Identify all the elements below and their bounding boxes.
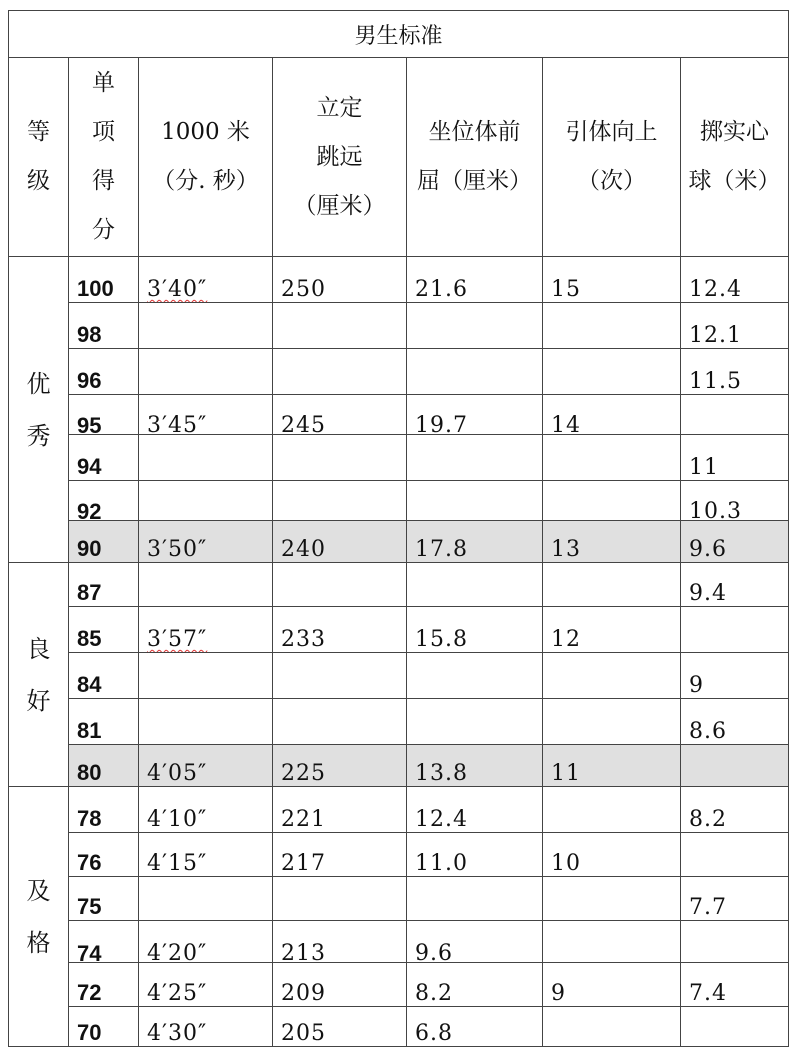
- table-row: [9, 745, 789, 787]
- sit-reach-cell: [407, 653, 543, 699]
- ball-cell: 7.4: [681, 963, 789, 1007]
- grade-cell: 良 好: [9, 563, 69, 787]
- run-cell: [139, 257, 273, 303]
- standards-table: [8, 10, 789, 1047]
- sit-reach-cell: 13.8: [407, 745, 543, 787]
- jump-cell: 240: [273, 521, 407, 563]
- table-title: 男生标准: [9, 11, 789, 58]
- score-cell: 70: [69, 1007, 139, 1047]
- score-cell: 95: [69, 395, 139, 435]
- score-cell: 96: [69, 349, 139, 395]
- header-run: 1000 米 （分. 秒）: [139, 58, 273, 257]
- pullup-cell: [543, 481, 681, 521]
- jump-cell: [273, 481, 407, 521]
- jump-cell: 209: [273, 963, 407, 1007]
- jump-cell: 221: [273, 787, 407, 833]
- header-grade: 等 级: [9, 58, 69, 257]
- sit-reach-cell: [407, 563, 543, 607]
- run-cell: [139, 303, 273, 349]
- pullup-cell: 13: [543, 521, 681, 563]
- table-row: [9, 257, 789, 303]
- sit-reach-cell: [407, 877, 543, 921]
- jump-cell: [273, 653, 407, 699]
- jump-cell: 213: [273, 921, 407, 963]
- jump-cell: 205: [273, 1007, 407, 1047]
- run-cell: 4′30″: [139, 1007, 273, 1047]
- run-cell: 3′50″: [139, 521, 273, 563]
- pullup-cell: 9: [543, 963, 681, 1007]
- table-row: [9, 1007, 789, 1047]
- pullup-cell: [543, 787, 681, 833]
- score-cell: 74: [69, 921, 139, 963]
- ball-cell: 7.7: [681, 877, 789, 921]
- jump-cell: [273, 699, 407, 745]
- table-row: [9, 607, 789, 653]
- pullup-cell: 12: [543, 607, 681, 653]
- grade-cell: 及 格: [9, 787, 69, 1047]
- score-cell: 85: [69, 607, 139, 653]
- jump-cell: [273, 349, 407, 395]
- sit-reach-cell: 8.2: [407, 963, 543, 1007]
- jump-cell: [273, 563, 407, 607]
- score-cell: 81: [69, 699, 139, 745]
- run-cell: 3′45″: [139, 395, 273, 435]
- ball-cell: 9: [681, 653, 789, 699]
- pullup-cell: [543, 435, 681, 481]
- run-cell: [139, 563, 273, 607]
- ball-cell: [681, 921, 789, 963]
- pullup-cell: [543, 653, 681, 699]
- score-cell: 75: [69, 877, 139, 921]
- table-row: [9, 303, 789, 349]
- sit-reach-cell: 19.7: [407, 395, 543, 435]
- ball-cell: 8.2: [681, 787, 789, 833]
- pullup-cell: [543, 563, 681, 607]
- header-pullup: 引体向上 （次）: [543, 58, 681, 257]
- jump-cell: [273, 877, 407, 921]
- table-row: [9, 833, 789, 877]
- sit-reach-cell: [407, 435, 543, 481]
- pullup-cell: 15: [543, 257, 681, 303]
- pullup-cell: [543, 303, 681, 349]
- score-cell: 78: [69, 787, 139, 833]
- ball-cell: 12.1: [681, 303, 789, 349]
- table-row: [9, 521, 789, 563]
- pullup-cell: [543, 877, 681, 921]
- sit-reach-cell: [407, 349, 543, 395]
- run-cell: [139, 699, 273, 745]
- score-cell: 72: [69, 963, 139, 1007]
- table-row: [9, 653, 789, 699]
- jump-cell: [273, 435, 407, 481]
- ball-cell: 10.3: [681, 481, 789, 521]
- jump-cell: [273, 303, 407, 349]
- score-cell: 87: [69, 563, 139, 607]
- score-cell: 84: [69, 653, 139, 699]
- pullup-cell: 10: [543, 833, 681, 877]
- sit-reach-cell: 6.8: [407, 1007, 543, 1047]
- header-score: 单 项 得 分: [69, 58, 139, 257]
- table-row: [9, 395, 789, 435]
- table-row: [9, 563, 789, 607]
- ball-cell: 9.4: [681, 563, 789, 607]
- score-cell: 92: [69, 481, 139, 521]
- sit-reach-cell: 11.0: [407, 833, 543, 877]
- ball-cell: 8.6: [681, 699, 789, 745]
- run-cell: 4′05″: [139, 745, 273, 787]
- ball-cell: 12.4: [681, 257, 789, 303]
- run-cell: 4′15″: [139, 833, 273, 877]
- sit-reach-cell: 17.8: [407, 521, 543, 563]
- ball-cell: 11.5: [681, 349, 789, 395]
- ball-cell: 9.6: [681, 521, 789, 563]
- run-cell: 4′25″: [139, 963, 273, 1007]
- pullup-cell: [543, 921, 681, 963]
- table-row: [9, 699, 789, 745]
- sit-reach-cell: 21.6: [407, 257, 543, 303]
- score-cell: 80: [69, 745, 139, 787]
- table-row: [9, 349, 789, 395]
- sit-reach-cell: [407, 303, 543, 349]
- spellcheck-underlined-text: 3′40″: [147, 277, 208, 302]
- run-cell: [139, 607, 273, 653]
- pullup-cell: [543, 699, 681, 745]
- run-cell: 4′20″: [139, 921, 273, 963]
- jump-cell: 225: [273, 745, 407, 787]
- table-body: [9, 257, 789, 1047]
- table-row: [9, 921, 789, 963]
- run-cell: [139, 877, 273, 921]
- score-cell: 76: [69, 833, 139, 877]
- run-cell: [139, 349, 273, 395]
- pullup-cell: [543, 1007, 681, 1047]
- table-row: [9, 435, 789, 481]
- table-row: [9, 877, 789, 921]
- ball-cell: [681, 607, 789, 653]
- header-jump: 立定 跳远 （厘米）: [273, 58, 407, 257]
- score-cell: 100: [69, 257, 139, 303]
- pullup-cell: 14: [543, 395, 681, 435]
- grade-cell: 优 秀: [9, 257, 69, 563]
- score-cell: 98: [69, 303, 139, 349]
- header-ball: 掷实心 球（米）: [681, 58, 789, 257]
- jump-cell: 217: [273, 833, 407, 877]
- ball-cell: [681, 395, 789, 435]
- sit-reach-cell: [407, 699, 543, 745]
- table-row: [9, 481, 789, 521]
- run-cell: 4′10″: [139, 787, 273, 833]
- run-cell: [139, 435, 273, 481]
- ball-cell: [681, 833, 789, 877]
- run-cell: [139, 653, 273, 699]
- spellcheck-underlined-text: 3′57″: [147, 627, 208, 652]
- ball-cell: [681, 745, 789, 787]
- score-cell: 94: [69, 435, 139, 481]
- jump-cell: 250: [273, 257, 407, 303]
- pullup-cell: 11: [543, 745, 681, 787]
- sit-reach-cell: 9.6: [407, 921, 543, 963]
- table-row: [9, 787, 789, 833]
- sit-reach-cell: [407, 481, 543, 521]
- run-cell: [139, 481, 273, 521]
- table-row: [9, 963, 789, 1007]
- header-sit-reach: 坐位体前 屈（厘米）: [407, 58, 543, 257]
- sit-reach-cell: 15.8: [407, 607, 543, 653]
- pullup-cell: [543, 349, 681, 395]
- jump-cell: 245: [273, 395, 407, 435]
- score-cell: 90: [69, 521, 139, 563]
- sit-reach-cell: 12.4: [407, 787, 543, 833]
- ball-cell: [681, 1007, 789, 1047]
- jump-cell: 233: [273, 607, 407, 653]
- ball-cell: 11: [681, 435, 789, 481]
